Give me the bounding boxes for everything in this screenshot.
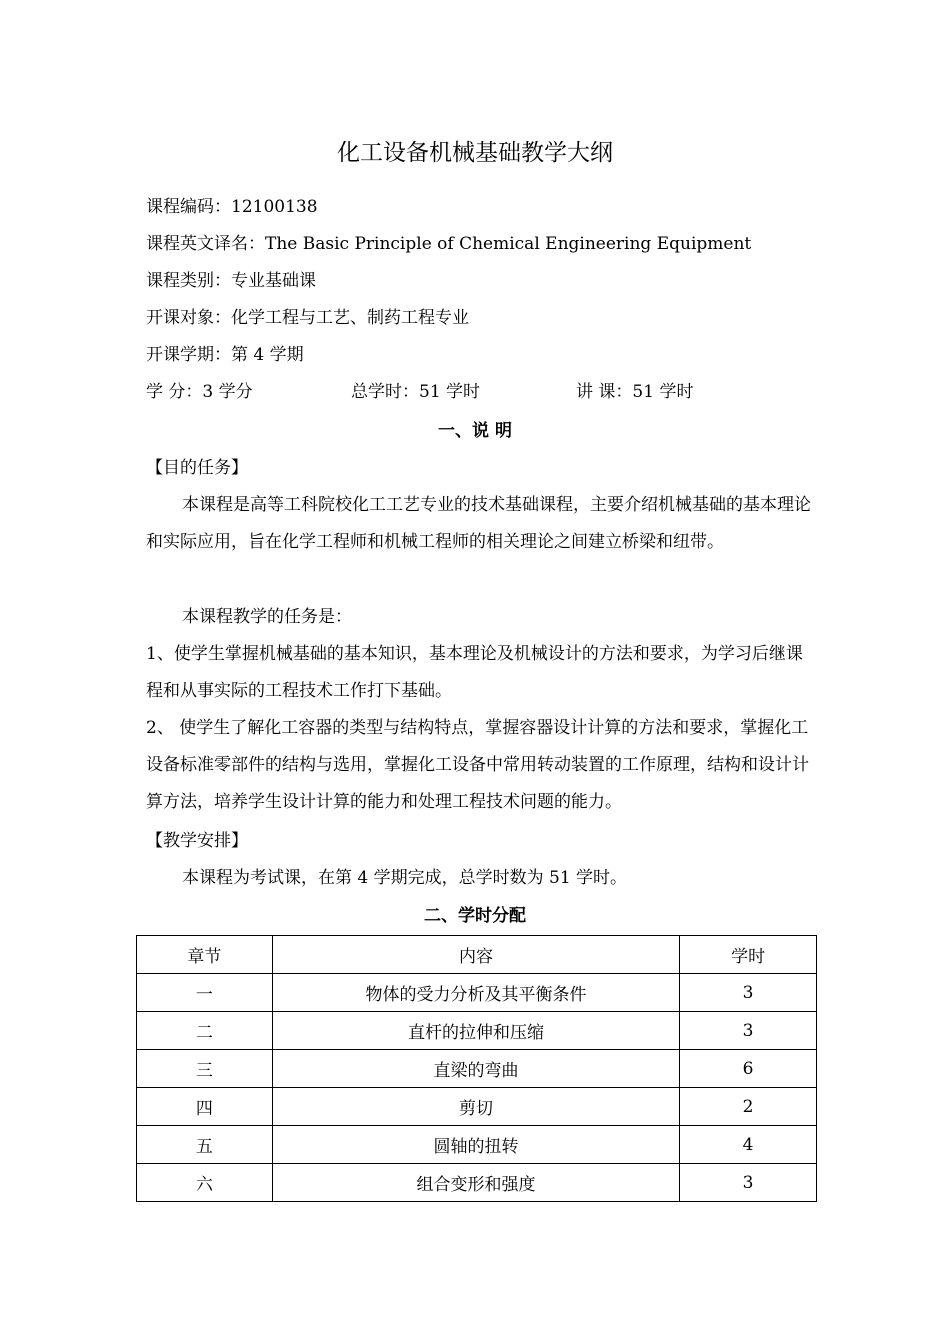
purpose-label: 【目的任务】: [146, 458, 248, 478]
title-text: 化工设备机械基础教学大纲: [337, 140, 613, 166]
cell-hours: 3: [680, 1164, 817, 1202]
course-category: 课程类别：专业基础课: [146, 271, 316, 291]
cell-chapter: 六: [137, 1164, 273, 1202]
task-intro: 本课程教学的任务是：: [182, 607, 352, 627]
table-row: [137, 1088, 817, 1126]
arrangement-text: 本课程为考试课，在第 4 学期完成，总学时数为 51 学时。: [182, 868, 628, 888]
header-chapter: 章节: [137, 936, 273, 974]
hours-table: [136, 935, 817, 1202]
table-row: [137, 1012, 817, 1050]
cell-hours: 3: [680, 974, 817, 1012]
cell-content: 直梁的弯曲: [272, 1050, 679, 1088]
lecture-hours: 讲 课：51 学时: [576, 382, 694, 402]
task-item-2: 2、 使学生了解化工容器的类型与结构特点，掌握容器设计计算的方法和要求，掌握化工设备标准零部件的结构与选用，掌握化工设备中常用转动装置的工作原理，结构和设计计算方法，培养学生设计计算的能力和处理工程技术问题的能力。: [146, 718, 809, 812]
cell-chapter: 一: [137, 974, 273, 1012]
course-english-name: 课程英文译名：The Basic Principle of Chemical Engineering Equipment: [146, 234, 752, 254]
cell-content: 剪切: [272, 1088, 679, 1126]
task-item-1: 1、使学生掌握机械基础的基本知识，基本理论及机械设计的方法和要求，为学习后继课程和从事实际的工程技术工作打下基础。: [146, 644, 803, 701]
cell-chapter: 四: [137, 1088, 273, 1126]
table-row: [137, 974, 817, 1012]
cell-chapter: 五: [137, 1126, 273, 1164]
cell-content: 直杆的拉伸和压缩: [272, 1012, 679, 1050]
cell-content: 圆轴的扭转: [272, 1126, 679, 1164]
cell-hours: 6: [680, 1050, 817, 1088]
header-content: 内容: [272, 936, 679, 974]
table-row: [137, 1164, 817, 1202]
header-hours: 学时: [680, 936, 817, 974]
credit-row: [146, 380, 846, 404]
table-row: [137, 1126, 817, 1164]
table-row: [137, 1050, 817, 1088]
credit-value: 学 分：3 学分: [146, 382, 253, 402]
cell-content: 物体的受力分析及其平衡条件: [272, 974, 679, 1012]
cell-chapter: 二: [137, 1012, 273, 1050]
course-code: 课程编码：12100138: [146, 197, 318, 217]
cell-hours: 2: [680, 1088, 817, 1126]
course-audience: 开课对象：化学工程与工艺、制药工程专业: [146, 308, 469, 328]
cell-hours: 4: [680, 1126, 817, 1164]
cell-hours: 3: [680, 1012, 817, 1050]
course-semester: 开课学期：第 4 学期: [146, 345, 304, 365]
arrangement-label: 【教学安排】: [146, 831, 248, 851]
cell-chapter: 三: [137, 1050, 273, 1088]
cell-content: 组合变形和强度: [272, 1164, 679, 1202]
total-hours: 总学时：51 学时: [351, 382, 481, 402]
purpose-text: 本课程是高等工科院校化工工艺专业的技术基础课程，主要介绍机械基础的基本理论和实际应用，旨在化学工程师和机械工程师的相关理论之间建立桥梁和纽带。: [146, 495, 811, 552]
section-heading-description: 一、说 明: [438, 421, 512, 441]
page-title: [0, 138, 950, 168]
section-heading-hours: 二、学时分配: [424, 906, 526, 926]
table-header-row: [137, 936, 817, 974]
